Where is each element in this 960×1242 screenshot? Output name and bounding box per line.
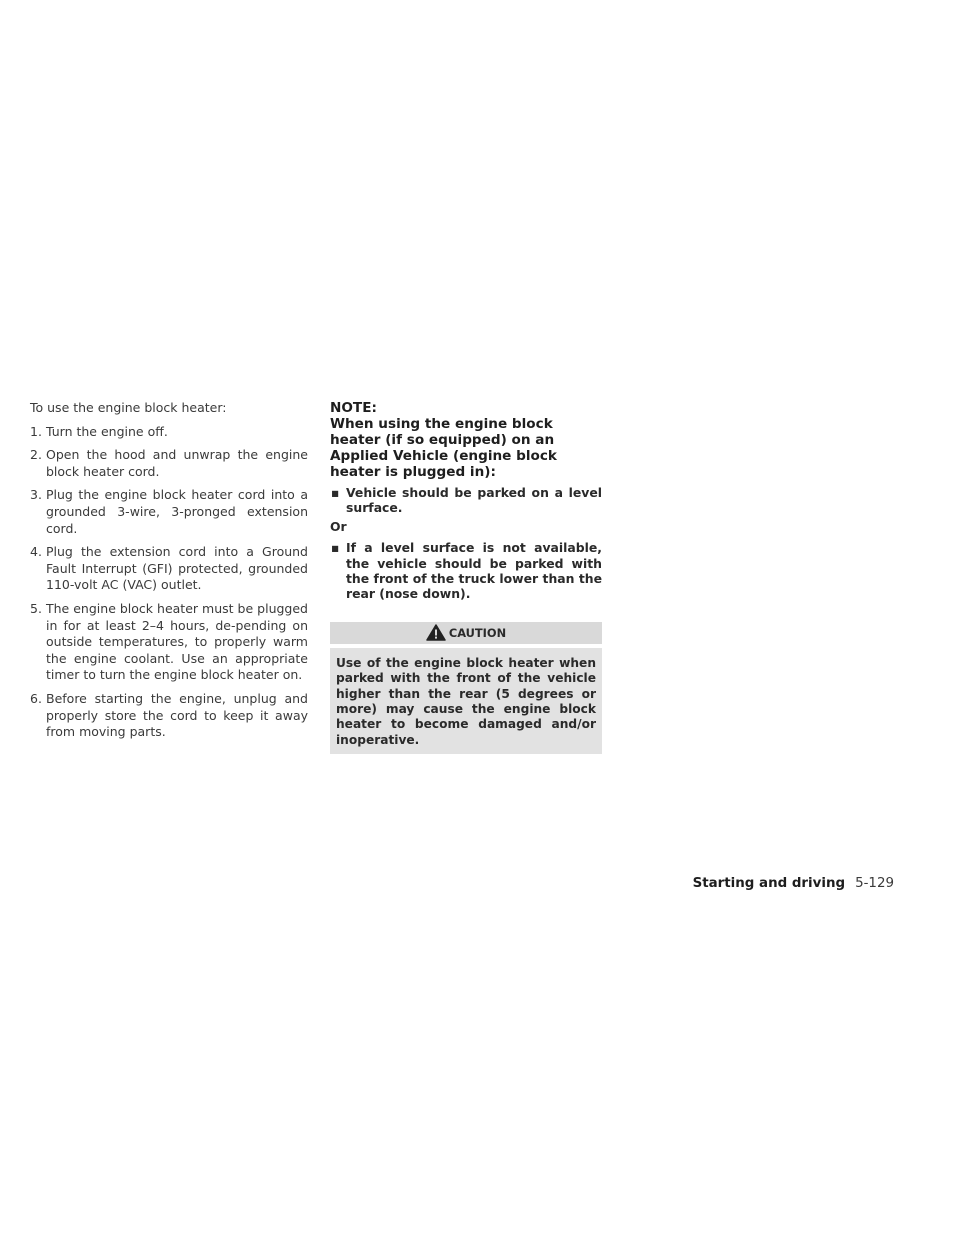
step-number: 6. bbox=[30, 690, 42, 706]
caution-label: CAUTION bbox=[448, 625, 507, 640]
step-number: 1. bbox=[30, 423, 42, 439]
step-item bbox=[30, 447, 308, 480]
step-number: 4. bbox=[30, 544, 42, 560]
note-or: Or bbox=[330, 518, 347, 534]
step-number: 5. bbox=[30, 600, 42, 616]
note-bullet bbox=[330, 540, 602, 602]
step-text: Plug the extension cord into a Ground Fault Interrupt (GFI) protected, grounded 110-volt AC (VAC) outlet. bbox=[46, 544, 308, 593]
warning-icon bbox=[426, 624, 446, 641]
caution-text: Use of the engine block heater when parked with the front of the vehicle higher than the rear (5 degrees or more) may cause the engine block heater to become damaged and/or inoperative. bbox=[330, 648, 602, 754]
step-number: 2. bbox=[30, 447, 42, 463]
caution-header bbox=[330, 622, 602, 644]
step-item bbox=[30, 424, 308, 441]
footer-section-title: Starting and driving bbox=[692, 876, 846, 891]
step-item bbox=[30, 601, 308, 684]
step-text: Turn the engine off. bbox=[46, 423, 168, 439]
steps-list bbox=[30, 424, 308, 741]
note-subtitle: When using the engine block heater (if so equipped) on an Applied Vehicle (engine block heater is plugged in): bbox=[330, 416, 557, 480]
step-item bbox=[30, 487, 308, 537]
note-title: NOTE: bbox=[330, 400, 377, 416]
bullet-text: Vehicle should be parked on a level surface. bbox=[346, 485, 602, 516]
step-item bbox=[30, 544, 308, 594]
note-column bbox=[330, 400, 602, 754]
bullet-text: If a level surface is not available, the vehicle should be parked with the front of the truck lower than the rear (nose down). bbox=[346, 540, 602, 602]
bullet-marker: ▪ bbox=[331, 485, 340, 500]
step-number: 3. bbox=[30, 487, 42, 503]
step-text: The engine block heater must be plugged in for at least 2–4 hours, de-pending on outside temperatures, to properly warm the engine coolant. Use an appropriate timer to turn the engine block heater on. bbox=[46, 600, 308, 683]
page-footer bbox=[693, 876, 894, 891]
instructions-column bbox=[30, 400, 308, 748]
instructions-intro: To use the engine block heater: bbox=[30, 400, 227, 415]
step-text: Plug the engine block heater cord into a grounded 3-wire, 3-pronged extension cord. bbox=[46, 487, 308, 536]
bullet-marker: ▪ bbox=[331, 540, 340, 556]
note-bullet bbox=[330, 485, 602, 516]
step-text: Open the hood and unwrap the engine block heater cord. bbox=[46, 447, 308, 479]
step-item bbox=[30, 691, 308, 741]
page-number: 5-129 bbox=[855, 876, 894, 891]
step-text: Before starting the engine, unplug and properly store the cord to keep it away from moving parts. bbox=[46, 690, 308, 740]
